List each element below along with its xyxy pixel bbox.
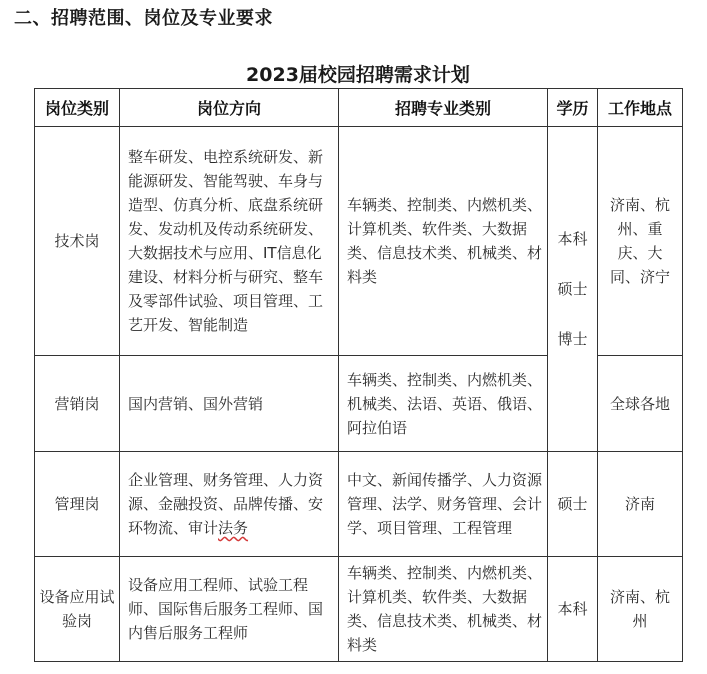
header-location: 工作地点 (598, 89, 683, 127)
row-direction-text: 企业管理、财务管理、人力资源、金融投资、品牌传播、安环物流、审计 (128, 471, 324, 537)
education-master: 硕士 (557, 280, 588, 298)
education-doctor: 博士 (557, 330, 588, 348)
row-direction: 整车研发、电控系统研发、新能源研发、智能驾驶、车身与造型、仿真分析、底盘系统研发、发动机及传动系统研发、大数据技术与应用、IT信息化建设、材料分析与研究、整车及零部件试验、项目管理、工艺开发、智能制造 (120, 127, 339, 356)
row-location: 济南、杭州、重庆、大同、济宁 (598, 127, 683, 356)
education-bachelor: 本科 (557, 230, 588, 248)
header-category: 岗位类别 (35, 89, 120, 127)
row-direction (120, 452, 339, 557)
row-location: 济南、杭州 (598, 557, 683, 662)
row-majors: 车辆类、控制类、内燃机类、计算机类、软件类、大数据类、信息技术类、机械类、材料类 (339, 127, 548, 356)
table-row (35, 452, 683, 557)
row-category: 营销岗 (35, 356, 120, 452)
header-majors: 招聘专业类别 (339, 89, 548, 127)
header-education: 学历 (548, 89, 598, 127)
table-row (35, 127, 683, 356)
row-location: 全球各地 (598, 356, 683, 452)
row-education: 硕士 (548, 452, 598, 557)
table-row (35, 557, 683, 662)
row-category: 设备应用试验岗 (35, 557, 120, 662)
row-category: 管理岗 (35, 452, 120, 557)
row-majors: 车辆类、控制类、内燃机类、计算机类、软件类、大数据类、信息技术类、机械类、材料类 (339, 557, 548, 662)
row-direction: 设备应用工程师、试验工程师、国际售后服务工程师、国内售后服务工程师 (120, 557, 339, 662)
row-category: 技术岗 (35, 127, 120, 356)
row-direction: 国内营销、国外营销 (120, 356, 339, 452)
row-majors: 中文、新闻传播学、人力资源管理、法学、财务管理、会计学、项目管理、工程管理 (339, 452, 548, 557)
spellcheck-marked-text: 法务 (218, 519, 249, 537)
table-title: 2023届校园招聘需求计划 (246, 64, 470, 86)
row-education-merged (548, 127, 598, 452)
recruitment-plan-table (34, 88, 683, 662)
section-heading: 二、招聘范围、岗位及专业要求 (14, 8, 273, 29)
row-majors: 车辆类、控制类、内燃机类、机械类、法语、英语、俄语、阿拉伯语 (339, 356, 548, 452)
table-header-row (35, 89, 683, 127)
row-location: 济南 (598, 452, 683, 557)
row-education: 本科 (548, 557, 598, 662)
header-direction: 岗位方向 (120, 89, 339, 127)
